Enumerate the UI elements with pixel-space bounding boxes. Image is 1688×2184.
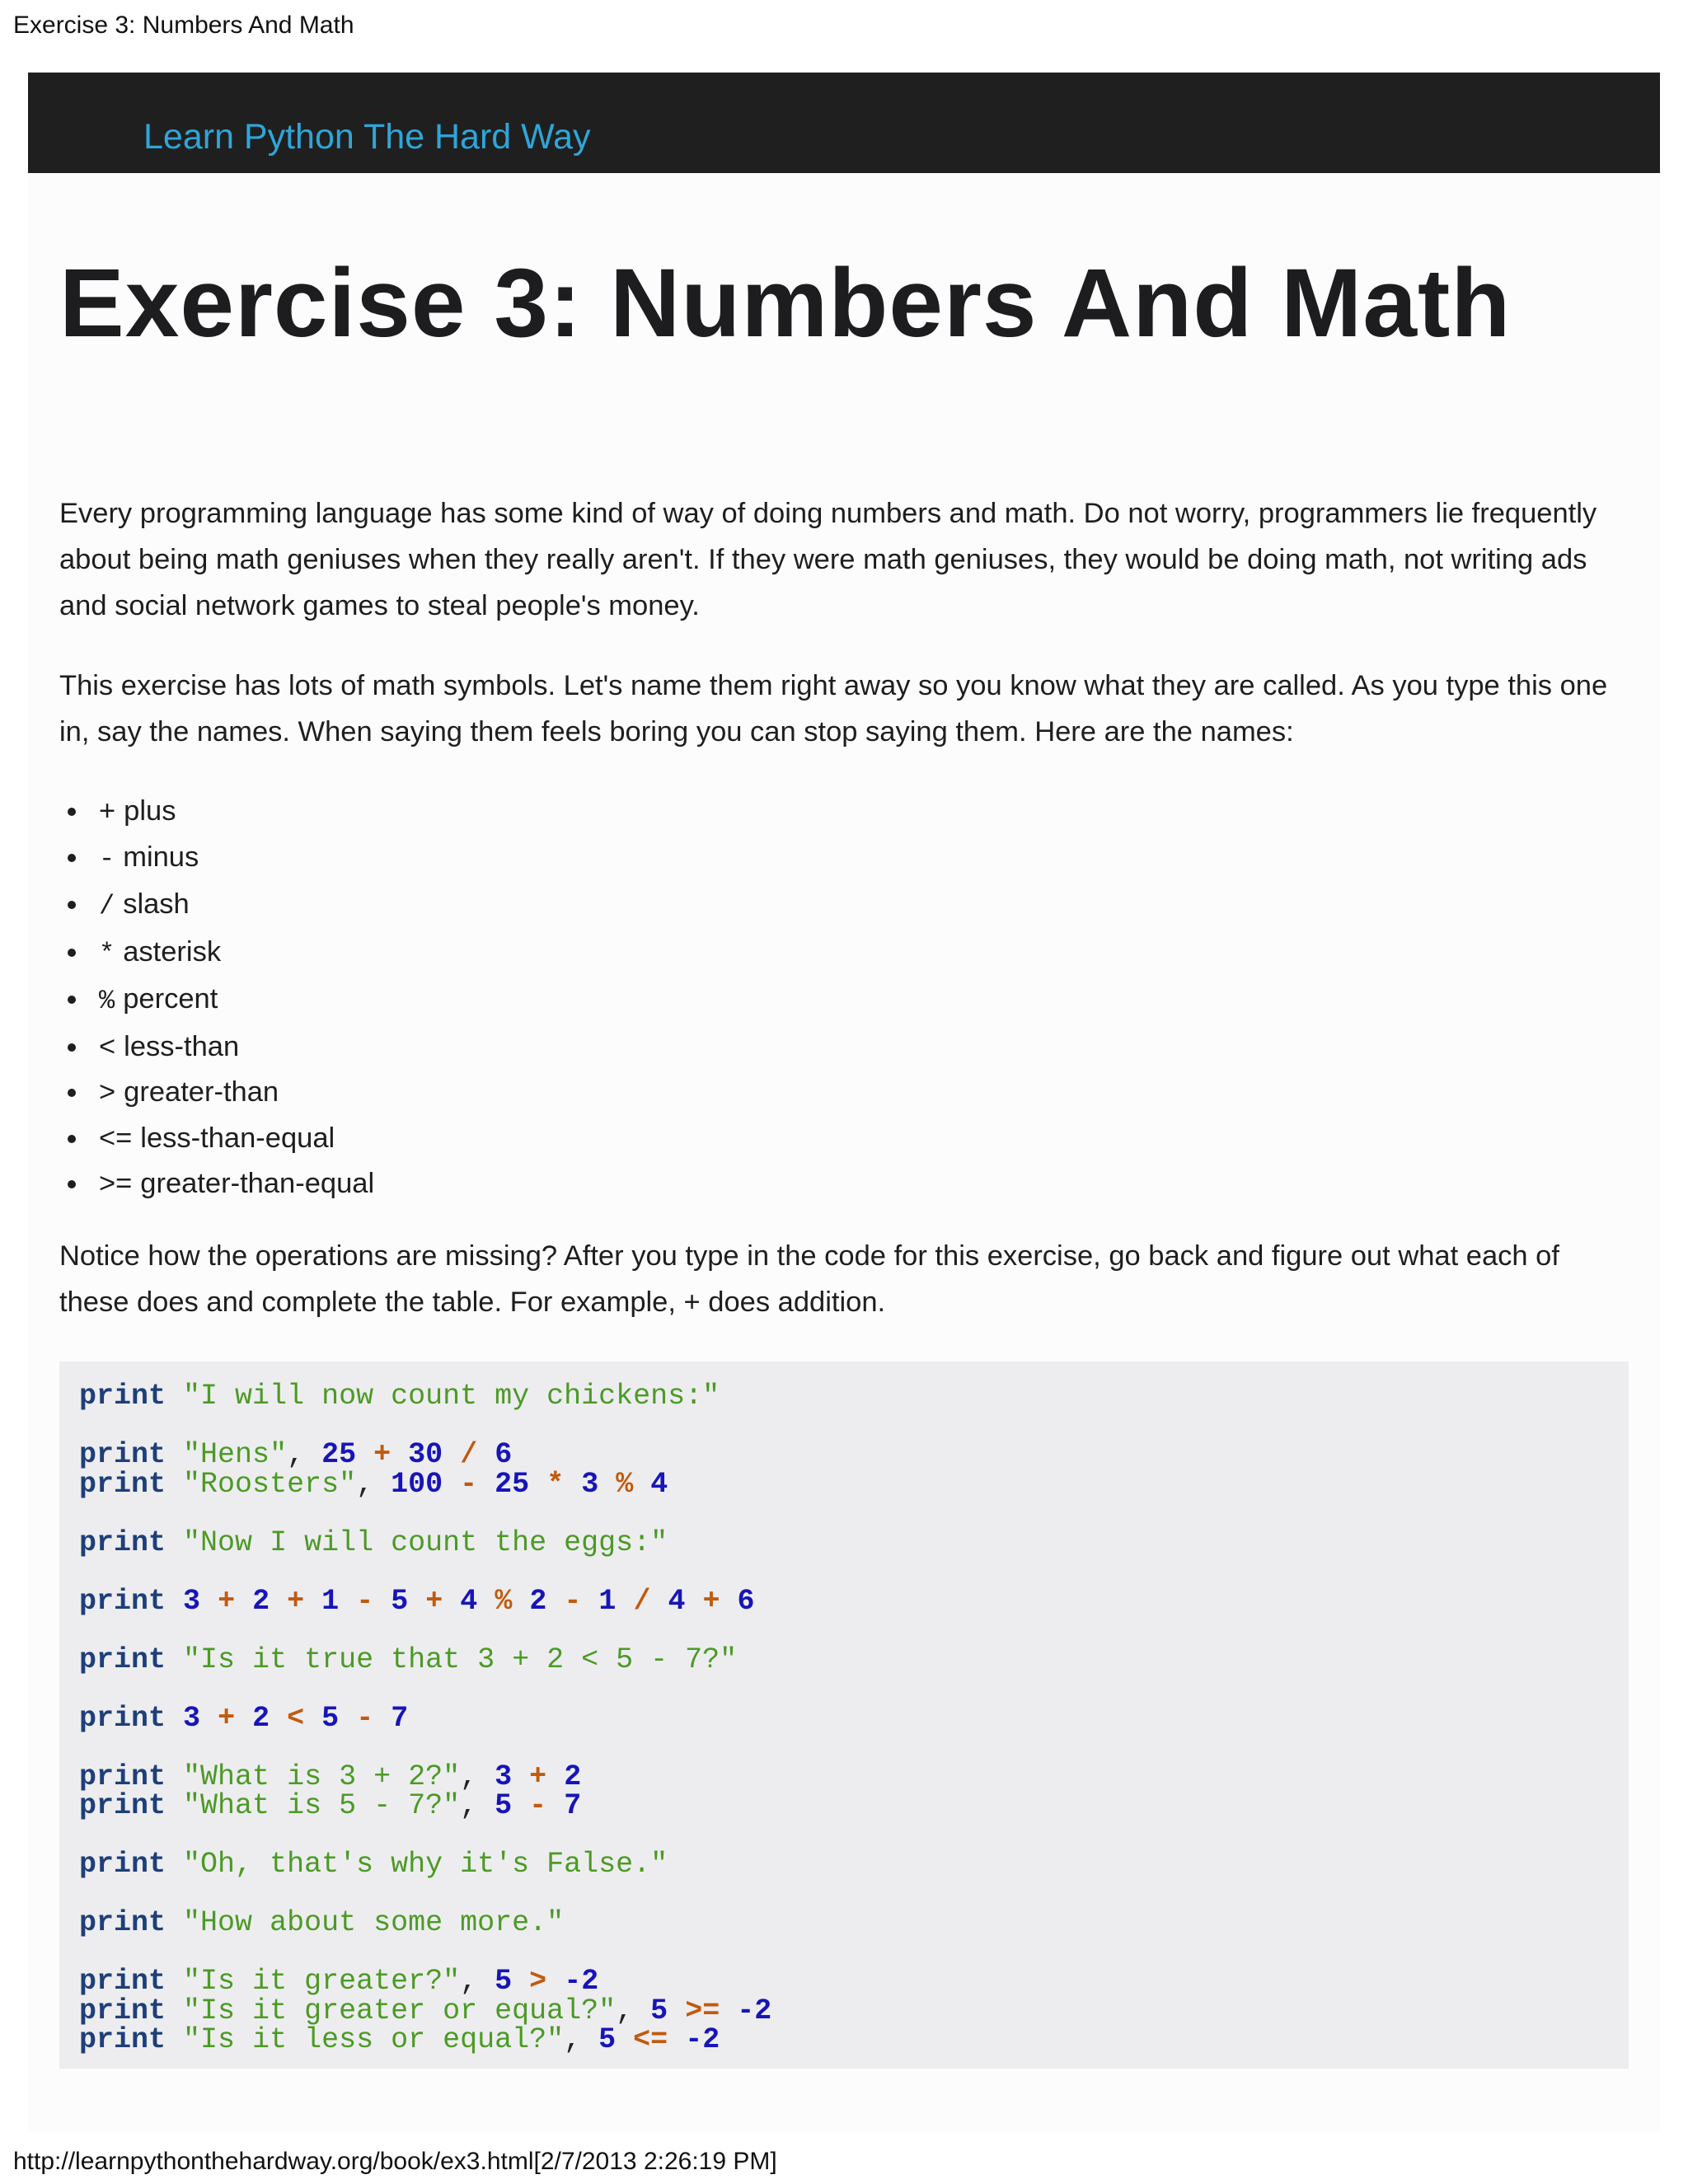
code-token: -2 <box>737 1994 772 2027</box>
bullet-icon <box>68 996 76 1004</box>
code-token <box>339 1585 356 1618</box>
bullet-icon <box>68 1089 76 1097</box>
bullet-icon <box>68 949 76 957</box>
code-token: 7 <box>564 1789 582 1822</box>
code-line <box>79 1645 737 1675</box>
symbol-name: asterisk <box>123 935 222 968</box>
symbol-name: slash <box>123 888 190 920</box>
code-token: < <box>287 1701 305 1735</box>
code-token <box>166 1965 183 1998</box>
code-token: - <box>356 1701 374 1735</box>
symbol-glyph: + <box>99 795 116 827</box>
code-token: % <box>495 1584 513 1618</box>
code-token: 4 <box>460 1584 478 1618</box>
code-token: % <box>616 1467 634 1501</box>
code-line <box>79 1701 409 1735</box>
code-token <box>166 2023 183 2056</box>
code-token: print <box>79 1643 166 1676</box>
code-token <box>166 1789 183 1822</box>
code-token: print <box>79 1467 166 1501</box>
code-line <box>79 1849 668 1879</box>
code-token: "What is 3 + 2?" <box>183 1760 461 1793</box>
print-footer: http://learnpythonthehardway.org/book/ex3.html[2/7/2013 2:26:19 PM] <box>13 2148 777 2175</box>
symbol-name: minus <box>123 841 199 873</box>
code-token <box>166 1468 183 1501</box>
code-token: + <box>425 1584 443 1618</box>
code-token <box>166 1585 183 1618</box>
symbol-list-item <box>59 882 374 930</box>
code-token: -2 <box>564 1965 599 1998</box>
code-token: - <box>564 1584 582 1618</box>
code-token: - <box>356 1584 374 1618</box>
code-token: 30 <box>408 1438 443 1471</box>
code-token <box>581 1585 598 1618</box>
code-token: + <box>218 1701 236 1735</box>
bullet-icon <box>68 1180 76 1188</box>
code-token: "Hens" <box>183 1438 288 1471</box>
code-token: 2 <box>564 1760 582 1793</box>
code-token <box>235 1702 252 1735</box>
code-token <box>304 1702 321 1735</box>
code-token <box>391 1438 408 1471</box>
code-token <box>720 1994 737 2027</box>
code-token <box>373 1702 391 1735</box>
code-token <box>166 1848 183 1881</box>
code-token: print <box>79 1965 166 1998</box>
code-line <box>79 1908 564 1938</box>
code-token: 5 <box>495 1789 513 1822</box>
code-line <box>79 1791 581 1821</box>
code-token: print <box>79 2023 166 2056</box>
symbol-name: less-than-equal <box>140 1122 335 1154</box>
code-token <box>546 1760 564 1793</box>
code-token <box>339 1702 356 1735</box>
code-line <box>79 1586 755 1616</box>
code-line <box>79 1381 720 1411</box>
code-token: , <box>356 1467 392 1501</box>
code-token: 2 <box>252 1701 270 1735</box>
code-line <box>79 2025 720 2055</box>
intro-paragraph: Every programming language has some kind of way of doing numbers and math. Do not worry, programmers lie frequently about being math geniuses when they really aren't. If they were math geniuses, they would be doing math, not writing ads and social network games to steal people's money. <box>59 498 1597 621</box>
bullet-icon <box>68 901 76 909</box>
code-token: + <box>702 1584 720 1618</box>
code-token: - <box>529 1789 547 1822</box>
code-token: "Is it true that 3 + 2 < 5 - 7?" <box>183 1643 738 1676</box>
code-token: print <box>79 1760 166 1793</box>
bullet-icon <box>68 854 76 862</box>
code-token: "What is 5 - 7?" <box>183 1789 461 1822</box>
code-token <box>373 1585 391 1618</box>
code-token <box>616 2023 633 2056</box>
symbol-list-item <box>59 1116 374 1162</box>
code-token <box>512 1585 529 1618</box>
code-token <box>443 1438 460 1471</box>
symbol-glyph: / <box>99 891 115 921</box>
code-token: + <box>373 1438 392 1471</box>
code-token <box>166 1526 183 1559</box>
code-token: "Is it greater or equal?" <box>183 1994 617 2027</box>
print-header: Exercise 3: Numbers And Math <box>13 12 354 39</box>
code-token: 100 <box>391 1467 443 1501</box>
code-token: 5 <box>321 1701 340 1735</box>
code-token: + <box>218 1584 236 1618</box>
symbol-list-item <box>59 789 374 835</box>
code-token: / <box>460 1438 478 1471</box>
bullet-icon <box>68 1043 76 1052</box>
code-token <box>477 1468 495 1501</box>
code-token <box>512 1965 529 1998</box>
symbol-glyph: % <box>99 986 115 1016</box>
code-token: 3 <box>495 1760 513 1793</box>
bullet-icon <box>68 808 76 816</box>
code-token: 4 <box>668 1584 686 1618</box>
code-token: -2 <box>685 2023 720 2056</box>
code-token <box>598 1468 616 1501</box>
code-token: 4 <box>650 1467 668 1501</box>
code-token <box>166 1702 183 1735</box>
code-token <box>270 1702 287 1735</box>
code-token <box>166 1994 183 2027</box>
code-token <box>477 1438 495 1471</box>
code-token: , <box>460 1965 495 1998</box>
code-line <box>79 1440 512 1469</box>
code-token <box>546 1585 564 1618</box>
code-token <box>356 1438 373 1471</box>
code-token <box>443 1468 460 1501</box>
code-token <box>616 1585 633 1618</box>
code-token <box>304 1585 321 1618</box>
page-title: Exercise 3: Numbers And Math <box>59 249 1512 358</box>
code-token: 1 <box>598 1584 617 1618</box>
code-token <box>633 1468 650 1501</box>
code-token <box>166 1643 183 1676</box>
code-line <box>79 1762 581 1792</box>
instructions-paragraph: Notice how the operations are missing? After you type in the code for this exercise, go back and figure out what each of these does and complete the table. For example, + does addition. <box>59 1240 1559 1318</box>
code-token <box>166 1906 183 1939</box>
code-token: <= <box>633 2023 668 2056</box>
symbol-name: plus <box>124 795 176 827</box>
symbol-list-item <box>59 835 374 883</box>
code-token <box>546 1789 564 1822</box>
code-token <box>166 1438 183 1471</box>
symbol-list-item <box>59 930 374 977</box>
code-token: , <box>287 1438 322 1471</box>
code-token: 1 <box>321 1584 340 1618</box>
symbol-glyph: - <box>99 843 115 874</box>
code-token: "Is it less or equal?" <box>183 2023 565 2056</box>
code-token <box>564 1468 581 1501</box>
bullet-icon <box>68 1135 76 1143</box>
symbol-name: greater-than <box>124 1076 279 1108</box>
code-token: 5 <box>598 2023 617 2056</box>
code-token <box>668 1994 685 2027</box>
code-token <box>270 1585 287 1618</box>
symbol-glyph: * <box>99 938 115 969</box>
symbol-list-item <box>59 1070 374 1116</box>
symbol-list-item <box>59 1161 374 1207</box>
code-token: 6 <box>495 1438 513 1471</box>
symbol-glyph: < <box>99 1030 116 1062</box>
code-token: "How about some more." <box>183 1906 565 1939</box>
code-token <box>443 1585 460 1618</box>
code-line <box>79 1996 771 2026</box>
symbol-list <box>59 789 374 1207</box>
code-token: print <box>79 1789 166 1822</box>
code-token: 2 <box>252 1584 270 1618</box>
symbol-list-item <box>59 1024 374 1071</box>
code-token: 2 <box>529 1584 547 1618</box>
code-token: 5 <box>391 1584 409 1618</box>
code-token <box>512 1760 529 1793</box>
code-token: 3 <box>581 1467 599 1501</box>
code-token: 5 <box>495 1965 513 1998</box>
symbol-glyph: <= <box>99 1122 133 1154</box>
code-token: , <box>460 1789 495 1822</box>
code-token: print <box>79 1380 166 1413</box>
symbol-glyph: > <box>99 1076 116 1108</box>
code-token: 5 <box>650 1994 668 2027</box>
code-token <box>650 1585 668 1618</box>
code-block <box>59 1361 1629 2069</box>
code-token: > <box>529 1965 547 1998</box>
code-token <box>408 1585 425 1618</box>
code-token <box>477 1585 495 1618</box>
code-token: print <box>79 1526 166 1559</box>
symbol-list-item <box>59 977 374 1024</box>
code-token <box>200 1702 218 1735</box>
code-token: + <box>529 1760 547 1793</box>
code-token: "Roosters" <box>183 1467 357 1501</box>
code-token <box>686 1585 703 1618</box>
code-token: , <box>616 1994 651 2027</box>
navbar <box>28 73 1660 173</box>
code-token: 7 <box>391 1701 409 1735</box>
code-token <box>529 1468 546 1501</box>
brand-link[interactable]: Learn Python The Hard Way <box>143 117 591 157</box>
code-token: print <box>79 1848 166 1881</box>
code-line <box>79 1528 668 1558</box>
code-token: 3 <box>183 1701 201 1735</box>
code-token <box>200 1585 218 1618</box>
code-token: , <box>460 1760 495 1793</box>
symbol-glyph: >= <box>99 1168 133 1199</box>
code-token: - <box>460 1467 478 1501</box>
code-token: print <box>79 1701 166 1735</box>
code-token: "Is it greater?" <box>183 1965 461 1998</box>
code-token: print <box>79 1994 166 2027</box>
code-token: print <box>79 1438 166 1471</box>
code-token: / <box>633 1584 651 1618</box>
code-token <box>166 1760 183 1793</box>
code-token: + <box>287 1584 305 1618</box>
code-token: * <box>546 1467 565 1501</box>
symbol-name: percent <box>123 983 218 1015</box>
code-token: >= <box>685 1994 720 2027</box>
code-token: "Oh, that's why it's False." <box>183 1848 668 1881</box>
code-token: print <box>79 1584 166 1618</box>
code-token <box>546 1965 564 1998</box>
code-token <box>512 1789 529 1822</box>
code-token: print <box>79 1906 166 1939</box>
code-token: 25 <box>321 1438 357 1471</box>
symbols-intro-paragraph: This exercise has lots of math symbols. Let's name them right away so you know what they are called. As you type this one in, say the names. When saying them feels boring you can stop saying them. Here are the names: <box>59 670 1608 748</box>
code-token: , <box>564 2023 599 2056</box>
code-line <box>79 1966 598 1996</box>
code-token: 3 <box>183 1584 201 1618</box>
code-token: 6 <box>737 1584 755 1618</box>
code-token <box>235 1585 252 1618</box>
code-token: 25 <box>495 1467 530 1501</box>
code-token: "Now I will count the eggs:" <box>183 1526 668 1559</box>
code-token: "I will now count my chickens:" <box>183 1380 720 1413</box>
symbol-name: less-than <box>124 1030 240 1062</box>
code-token <box>668 2023 685 2056</box>
code-token <box>166 1380 183 1413</box>
code-token <box>720 1585 738 1618</box>
code-line <box>79 1469 668 1499</box>
symbol-name: greater-than-equal <box>140 1168 375 1199</box>
